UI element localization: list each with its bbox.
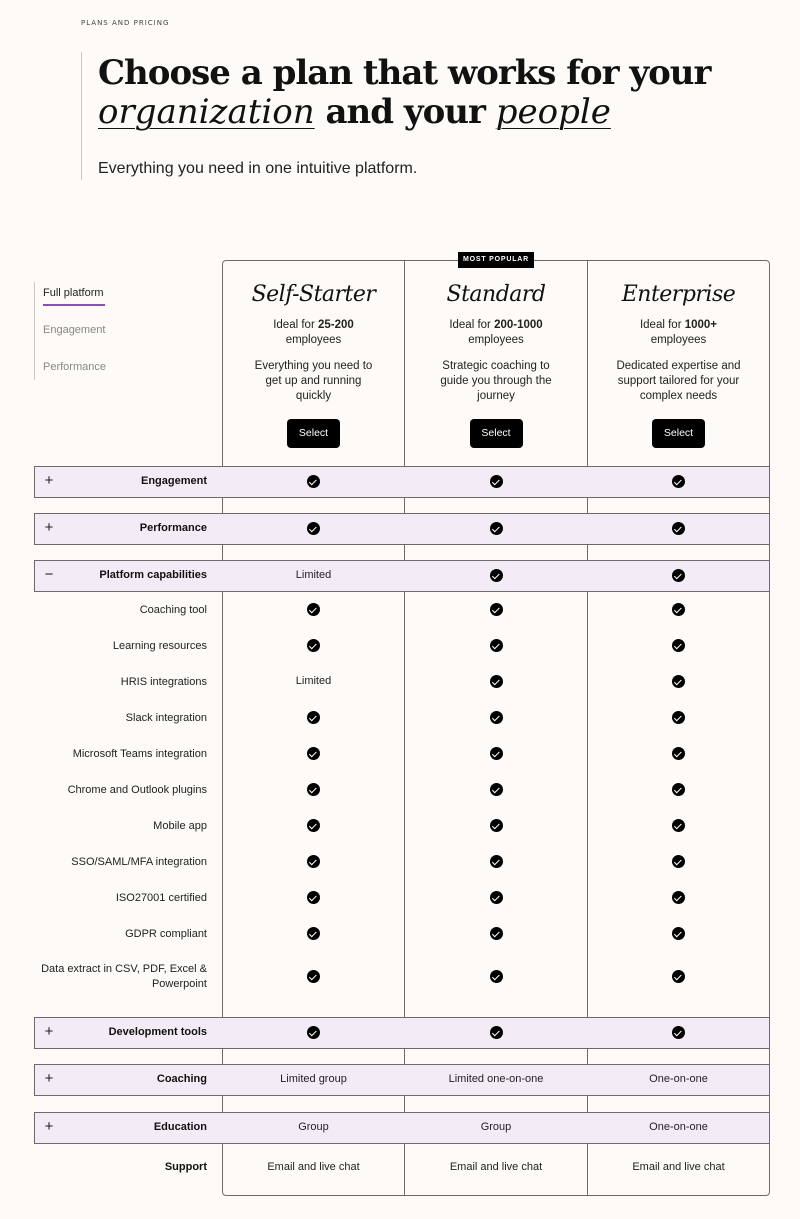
check-circle-icon <box>490 747 503 760</box>
expand-coaching-toggle-icon[interactable]: + <box>44 1070 54 1087</box>
check-circle-icon <box>672 475 685 488</box>
page-title <box>98 54 710 132</box>
plan-header-enterprise <box>587 262 770 448</box>
section-label-platform: Platform capabilities <box>99 569 207 581</box>
check-circle-icon <box>307 639 320 652</box>
expand-performance-toggle-icon[interactable]: + <box>44 519 54 536</box>
feature-label: Coaching tool <box>139 604 207 616</box>
plan-ideal-for: Ideal for 200-1000 employees <box>449 319 543 346</box>
check-circle-icon <box>672 603 685 616</box>
feature-row-8-cell-3 <box>587 855 770 869</box>
expand-devtools-toggle-icon[interactable]: + <box>44 1023 54 1040</box>
feature-row-1-cell-3 <box>587 603 770 617</box>
section-label-devtools: Development tools <box>108 1026 207 1038</box>
check-circle-icon <box>307 711 320 724</box>
plan-ideal-for: Ideal for 25-200 employees <box>273 319 354 346</box>
check-circle-icon <box>490 970 503 983</box>
check-circle-icon <box>490 675 503 688</box>
check-circle-icon <box>307 855 320 868</box>
check-circle-icon <box>307 891 320 904</box>
sidebar-item-performance[interactable]: Performance <box>43 361 106 373</box>
check-circle-icon <box>672 522 685 535</box>
section-education-cell-1: Group <box>298 1121 329 1133</box>
feature-row-5-cell-2 <box>404 747 588 761</box>
section-platform-cell-2 <box>404 569 588 583</box>
sidebar-divider <box>34 282 35 380</box>
most-popular-badge: MOST POPULAR <box>458 252 534 268</box>
feature-row-5-cell-1 <box>222 747 405 761</box>
feature-row-8-cell-2 <box>404 855 588 869</box>
sidebar-item-engagement[interactable]: Engagement <box>43 324 106 336</box>
feature-row-4-cell-2 <box>404 711 588 725</box>
check-circle-icon <box>307 819 320 832</box>
plan-header-self-starter <box>222 262 405 448</box>
check-circle-icon <box>307 603 320 616</box>
feature-row-3-cell-3 <box>587 675 770 689</box>
plan-name: Enterprise <box>621 282 736 307</box>
collapse-platform-toggle-icon[interactable]: − <box>44 566 54 583</box>
section-education-cell-2: Group <box>480 1121 512 1133</box>
check-circle-icon <box>307 475 320 488</box>
support-row-cell-3: Email and live chat <box>632 1161 725 1173</box>
check-circle-icon <box>672 819 685 832</box>
check-circle-icon <box>672 855 685 868</box>
section-engagement-cell-1 <box>222 475 405 489</box>
check-circle-icon <box>672 1026 685 1039</box>
feature-row-2-cell-2 <box>404 639 588 653</box>
feature-row-3-cell-1: Limited <box>295 675 332 687</box>
plan-description: Everything you need to get up and running quickly <box>254 360 373 402</box>
check-circle-icon <box>672 711 685 724</box>
feature-row-11-cell-2 <box>404 970 588 984</box>
section-label-performance: Performance <box>139 522 207 534</box>
check-circle-icon <box>490 783 503 796</box>
plan-name: Standard <box>446 282 546 307</box>
section-devtools-cell-3 <box>587 1026 770 1040</box>
check-circle-icon <box>490 711 503 724</box>
feature-label: Chrome and Outlook plugins <box>67 784 207 796</box>
check-circle-icon <box>672 747 685 760</box>
eyebrow: PLANS AND PRICING <box>81 19 170 27</box>
check-circle-icon <box>307 783 320 796</box>
plan-header-standard <box>404 262 588 448</box>
section-engagement-cell-3 <box>587 475 770 489</box>
feature-row-6-cell-3 <box>587 783 770 797</box>
expand-education-toggle-icon[interactable]: + <box>44 1118 54 1135</box>
section-platform-cell-3 <box>587 569 770 583</box>
section-education-cell-3: One-on-one <box>649 1121 708 1133</box>
plan-description: Dedicated expertise and support tailored for your complex needs <box>616 360 741 402</box>
check-circle-icon <box>672 891 685 904</box>
feature-row-7-cell-1 <box>222 819 405 833</box>
feature-label: Mobile app <box>153 820 207 832</box>
feature-row-3-cell-2 <box>404 675 588 689</box>
expand-engagement-toggle-icon[interactable]: + <box>44 472 54 489</box>
feature-row-6-cell-1 <box>222 783 405 797</box>
check-circle-icon <box>672 675 685 688</box>
plan-ideal-for: Ideal for 1000+ employees <box>639 319 718 346</box>
title-line-1: Choose a plan that works for your <box>98 53 711 93</box>
feature-label: Microsoft Teams integration <box>72 748 207 760</box>
select-button-self-starter[interactable]: Select <box>287 419 340 448</box>
feature-row-11-cell-1 <box>222 970 405 984</box>
feature-row-4-cell-3 <box>587 711 770 725</box>
section-coaching-cell-1: Limited group <box>280 1073 347 1085</box>
support-label: Support <box>164 1161 207 1173</box>
feature-row-4-cell-1 <box>222 711 405 725</box>
feature-label: SSO/SAML/MFA integration <box>71 856 207 868</box>
section-performance-cell-3 <box>587 522 770 536</box>
check-circle-icon <box>490 475 503 488</box>
check-circle-icon <box>307 927 320 940</box>
check-circle-icon <box>490 891 503 904</box>
check-circle-icon <box>672 569 685 582</box>
title-script-people: people <box>495 92 611 132</box>
feature-row-6-cell-2 <box>404 783 588 797</box>
feature-row-9-cell-1 <box>222 891 405 905</box>
check-circle-icon <box>490 819 503 832</box>
feature-label: HRIS integrations <box>120 676 207 688</box>
feature-row-8-cell-1 <box>222 855 405 869</box>
check-circle-icon <box>307 970 320 983</box>
feature-label: GDPR compliant <box>125 928 207 940</box>
feature-row-5-cell-3 <box>587 747 770 761</box>
section-engagement-cell-2 <box>404 475 588 489</box>
feature-row-2-cell-1 <box>222 639 405 653</box>
feature-row-10-cell-2 <box>404 927 588 941</box>
feature-label: ISO27001 certified <box>115 892 207 904</box>
section-devtools-cell-2 <box>404 1026 588 1040</box>
section-coaching-cell-3: One-on-one <box>649 1073 708 1085</box>
section-label-engagement: Engagement <box>140 475 207 487</box>
section-performance-cell-1 <box>222 522 405 536</box>
check-circle-icon <box>490 639 503 652</box>
plan-name: Self-Starter <box>251 282 376 307</box>
sidebar-active-indicator <box>43 304 105 306</box>
check-circle-icon <box>490 569 503 582</box>
feature-row-10-cell-3 <box>587 927 770 941</box>
check-circle-icon <box>490 927 503 940</box>
feature-row-9-cell-3 <box>587 891 770 905</box>
hero-divider <box>81 52 82 180</box>
section-devtools-cell-1 <box>222 1026 405 1040</box>
check-circle-icon <box>490 1026 503 1039</box>
section-performance-cell-2 <box>404 522 588 536</box>
check-circle-icon <box>307 747 320 760</box>
feature-label: Data extract in CSV, PDF, Excel & Powerpoint <box>41 963 207 990</box>
check-circle-icon <box>490 855 503 868</box>
section-coaching-cell-2: Limited one-on-one <box>448 1073 544 1085</box>
feature-label: Slack integration <box>125 712 207 724</box>
feature-row-11-cell-3 <box>587 970 770 984</box>
check-circle-icon <box>672 970 685 983</box>
select-button-enterprise[interactable]: Select <box>652 419 705 448</box>
sidebar-item-full-platform[interactable]: Full platform <box>43 287 104 299</box>
support-row-cell-2: Email and live chat <box>449 1161 543 1173</box>
select-button-standard[interactable]: Select <box>470 419 523 448</box>
feature-row-1-cell-2 <box>404 603 588 617</box>
feature-row-9-cell-2 <box>404 891 588 905</box>
check-circle-icon <box>307 522 320 535</box>
support-row-cell-1: Email and live chat <box>267 1161 360 1173</box>
check-circle-icon <box>672 927 685 940</box>
feature-row-10-cell-1 <box>222 927 405 941</box>
section-platform-cell-1: Limited <box>295 569 332 581</box>
section-label-coaching: Coaching <box>156 1073 207 1085</box>
title-mid: and your <box>325 92 485 132</box>
feature-label: Learning resources <box>112 640 207 652</box>
page-subtitle: Everything you need in one intuitive platform. <box>98 160 418 177</box>
check-circle-icon <box>307 1026 320 1039</box>
check-circle-icon <box>490 603 503 616</box>
feature-row-2-cell-3 <box>587 639 770 653</box>
feature-row-1-cell-1 <box>222 603 405 617</box>
check-circle-icon <box>490 522 503 535</box>
feature-row-7-cell-3 <box>587 819 770 833</box>
plan-description: Strategic coaching to guide you through the journey <box>440 360 552 402</box>
check-circle-icon <box>672 783 685 796</box>
title-script-organization: organization <box>98 92 315 132</box>
feature-row-7-cell-2 <box>404 819 588 833</box>
section-label-education: Education <box>153 1121 207 1133</box>
check-circle-icon <box>672 639 685 652</box>
